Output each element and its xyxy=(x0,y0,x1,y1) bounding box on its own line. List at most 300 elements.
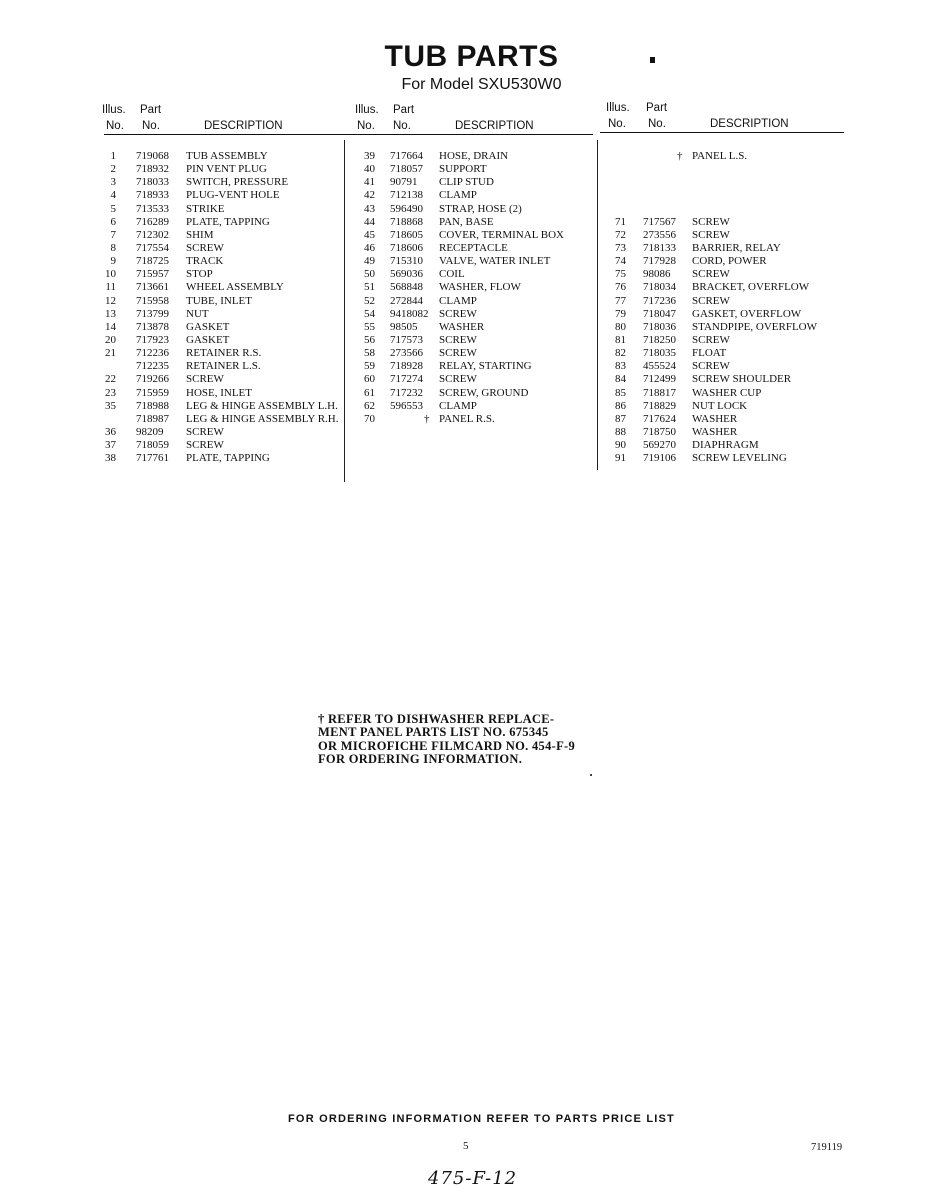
description-label: DESCRIPTION xyxy=(204,120,283,132)
part-row xyxy=(102,203,340,216)
illus-number: 45 xyxy=(364,228,375,241)
note-line: MENT PANEL PARTS LIST NO. 675345 xyxy=(318,725,549,740)
part-description: SCREW LEVELING xyxy=(692,452,787,465)
part-description: RECEPTACLE xyxy=(439,241,508,254)
part-description: WASHER CUP xyxy=(692,386,762,399)
illus-number: 49 xyxy=(364,255,375,268)
part-row xyxy=(355,203,593,216)
part-row xyxy=(355,308,593,321)
part-label: Part xyxy=(140,104,162,116)
part-number: 718932 xyxy=(136,163,169,176)
part-row xyxy=(102,189,340,202)
part-row xyxy=(102,452,340,465)
part-number: 713799 xyxy=(136,307,169,320)
page-number: 5 xyxy=(463,1140,469,1152)
part-row xyxy=(102,373,340,386)
part-number: 715958 xyxy=(136,294,169,307)
illus-number: 91 xyxy=(615,452,626,465)
part-description: CLAMP xyxy=(439,294,477,307)
part-description: RETAINER R.S. xyxy=(186,347,262,360)
part-number: 718988 xyxy=(136,399,169,412)
part-row xyxy=(102,216,340,229)
replacement-panel-note xyxy=(318,713,618,767)
description-label: DESCRIPTION xyxy=(455,120,534,132)
part-description: NUT LOCK xyxy=(692,399,748,412)
part-number: 717274 xyxy=(390,373,423,386)
part-number: 718605 xyxy=(390,228,423,241)
illus-number: 51 xyxy=(364,281,375,294)
part-description: SCREW xyxy=(186,439,224,452)
part-row xyxy=(606,242,844,255)
document-number: 719119 xyxy=(811,1142,843,1153)
part-number: 98505 xyxy=(390,320,418,333)
part-number: 715957 xyxy=(136,268,169,281)
part-row xyxy=(606,203,844,216)
part-row xyxy=(355,360,593,373)
part-number: 455524 xyxy=(643,360,676,373)
part-row xyxy=(102,439,340,452)
header-rule xyxy=(104,134,360,135)
column-header xyxy=(102,101,360,135)
parts-list-3 xyxy=(606,150,844,465)
part-row xyxy=(606,321,844,334)
part-row xyxy=(606,216,844,229)
illus-number: 1 xyxy=(110,150,116,162)
part-row xyxy=(102,400,340,413)
part-row xyxy=(355,189,593,202)
part-row xyxy=(355,347,593,360)
illus-number: 20 xyxy=(105,333,116,346)
parts-list-1 xyxy=(102,150,340,465)
part-number: 717664 xyxy=(390,150,423,162)
part-number: 273566 xyxy=(390,347,423,360)
part-description: SCREW, GROUND xyxy=(439,386,529,399)
part-row xyxy=(606,308,844,321)
part-number: 718033 xyxy=(136,176,169,189)
part-description: TRACK xyxy=(186,255,224,268)
illus-number: 62 xyxy=(364,399,375,412)
part-row xyxy=(606,413,844,426)
part-row xyxy=(355,176,593,189)
part-number: 713661 xyxy=(136,281,169,294)
part-row xyxy=(102,308,340,321)
part-row xyxy=(606,150,844,163)
illus-number: 50 xyxy=(364,268,375,281)
part-row xyxy=(355,295,593,308)
part-description: FLOAT xyxy=(692,347,727,360)
part-row xyxy=(606,295,844,308)
part-number: 717624 xyxy=(643,412,676,425)
part-label: Part xyxy=(646,102,668,114)
part-description: GASKET xyxy=(186,333,230,346)
parts-list-2 xyxy=(355,150,593,426)
part-description: CLAMP xyxy=(439,189,477,202)
part-number: 718059 xyxy=(136,439,169,452)
illus-number: 23 xyxy=(105,386,116,399)
column-divider xyxy=(344,140,345,482)
part-number: 596490 xyxy=(390,202,423,215)
part-description: BRACKET, OVERFLOW xyxy=(692,281,810,294)
part-description: WASHER xyxy=(692,425,738,438)
part-number: 717554 xyxy=(136,241,169,254)
part-number: 718034 xyxy=(643,281,676,294)
part-description: PANEL L.S. xyxy=(692,150,748,162)
illus-number: 87 xyxy=(615,412,626,425)
illus-number: 14 xyxy=(105,320,116,333)
part-number: 718047 xyxy=(643,307,676,320)
part-number: 719068 xyxy=(136,150,169,162)
part-number: 717573 xyxy=(390,333,423,346)
part-row xyxy=(355,242,593,255)
illus-number: 55 xyxy=(364,320,375,333)
part-row xyxy=(606,229,844,242)
part-no-label: No. xyxy=(648,118,666,130)
part-description: SWITCH, PRESSURE xyxy=(186,176,289,189)
part-description: VALVE, WATER INLET xyxy=(439,255,551,268)
part-row xyxy=(355,400,593,413)
ordering-footer: FOR ORDERING INFORMATION REFER TO PARTS PRICE LIST xyxy=(288,1113,675,1125)
illus-number: 61 xyxy=(364,386,375,399)
illus-number: 90 xyxy=(615,439,626,452)
column-header xyxy=(355,101,595,135)
part-row xyxy=(606,163,844,176)
illus-number: 39 xyxy=(364,150,375,162)
illus-number: 88 xyxy=(615,425,626,438)
part-number: † xyxy=(677,150,683,162)
part-row xyxy=(606,387,844,400)
illus-number: 13 xyxy=(105,307,116,320)
illus-number: 43 xyxy=(364,202,375,215)
part-number: 712235 xyxy=(136,360,169,373)
part-description: PLUG-VENT HOLE xyxy=(186,189,280,202)
part-number: 718868 xyxy=(390,215,423,228)
column-header xyxy=(606,101,844,135)
part-description: PANEL R.S. xyxy=(439,412,495,425)
illus-label: Illus. xyxy=(355,104,379,116)
part-number: 596553 xyxy=(390,399,423,412)
part-no-label: No. xyxy=(393,120,411,132)
part-description: PAN, BASE xyxy=(439,215,494,228)
part-description: STRAP, HOSE (2) xyxy=(439,202,522,215)
part-number: 715959 xyxy=(136,386,169,399)
part-description: GASKET xyxy=(186,320,230,333)
part-description: SCREW xyxy=(692,215,730,228)
part-row xyxy=(606,189,844,202)
part-number: † xyxy=(424,412,430,425)
illus-number: 54 xyxy=(364,307,375,320)
part-row xyxy=(355,413,593,426)
part-row xyxy=(102,413,340,426)
part-number: 713878 xyxy=(136,320,169,333)
part-row xyxy=(102,176,340,189)
part-description: RETAINER L.S. xyxy=(186,360,261,373)
part-row xyxy=(606,360,844,373)
part-row xyxy=(102,163,340,176)
illus-number: 75 xyxy=(615,268,626,281)
part-description: RELAY, STARTING xyxy=(439,360,532,373)
note-line: OR MICROFICHE FILMCARD NO. 454-F-9 xyxy=(318,738,576,753)
parts-column-3 xyxy=(606,101,844,465)
part-number: 718057 xyxy=(390,163,423,176)
part-row xyxy=(102,268,340,281)
part-row xyxy=(355,334,593,347)
illus-number: 42 xyxy=(364,189,375,202)
part-description: STANDPIPE, OVERFLOW xyxy=(692,320,818,333)
part-number: 90791 xyxy=(390,176,418,189)
part-number: 718817 xyxy=(643,386,676,399)
illus-number: 82 xyxy=(615,347,626,360)
part-row xyxy=(102,426,340,439)
part-number: 718606 xyxy=(390,241,423,254)
part-number: 719106 xyxy=(643,452,676,465)
part-row xyxy=(102,242,340,255)
part-row xyxy=(606,347,844,360)
description-label: DESCRIPTION xyxy=(710,118,789,130)
part-row xyxy=(606,400,844,413)
illus-number: 79 xyxy=(615,307,626,320)
illus-number: 74 xyxy=(615,255,626,268)
part-row xyxy=(355,216,593,229)
illus-number: 86 xyxy=(615,399,626,412)
illus-number: 60 xyxy=(364,373,375,386)
header-rule xyxy=(600,132,844,133)
illus-no-label: No. xyxy=(106,120,124,132)
part-row xyxy=(606,334,844,347)
illus-number: 83 xyxy=(615,360,626,373)
illus-number: 84 xyxy=(615,373,626,386)
part-number: 718987 xyxy=(136,412,169,425)
part-row xyxy=(606,373,844,386)
part-number: 718035 xyxy=(643,347,676,360)
part-description: SCREW xyxy=(692,333,730,346)
part-row xyxy=(355,281,593,294)
illus-number: 73 xyxy=(615,241,626,254)
illus-number: 21 xyxy=(105,347,116,360)
part-number: 273556 xyxy=(643,228,676,241)
illus-number: 9 xyxy=(110,255,116,268)
part-number: 717232 xyxy=(390,386,423,399)
part-description: SCREW xyxy=(186,241,224,254)
part-row xyxy=(355,163,593,176)
part-description: SHIM xyxy=(186,228,214,241)
part-row xyxy=(606,281,844,294)
part-description: SCREW SHOULDER xyxy=(692,373,792,386)
part-number: 712138 xyxy=(390,189,423,202)
part-number: 712302 xyxy=(136,228,169,241)
illus-number: 35 xyxy=(105,399,116,412)
part-description: STOP xyxy=(186,268,213,281)
part-row xyxy=(355,321,593,334)
part-row xyxy=(102,255,340,268)
part-row xyxy=(355,255,593,268)
part-number: 98086 xyxy=(643,268,671,281)
stray-dot xyxy=(650,57,655,63)
part-description: SCREW xyxy=(186,373,224,386)
part-row xyxy=(102,150,340,163)
illus-label: Illus. xyxy=(606,102,630,114)
note-line: † REFER TO DISHWASHER REPLACE- xyxy=(318,712,555,726)
part-description: SCREW xyxy=(692,360,730,373)
part-row xyxy=(355,373,593,386)
illus-number: 7 xyxy=(110,228,116,241)
column-divider xyxy=(597,140,598,470)
illus-number: 6 xyxy=(110,215,116,228)
part-number: 718829 xyxy=(643,399,676,412)
part-description: WHEEL ASSEMBLY xyxy=(186,281,284,294)
part-number: 717761 xyxy=(136,452,169,465)
note-line: FOR ORDERING INFORMATION. xyxy=(318,752,523,767)
part-description: PLATE, TAPPING xyxy=(186,215,270,228)
part-number: 718928 xyxy=(390,360,423,373)
illus-number: 81 xyxy=(615,333,626,346)
part-description: LEG & HINGE ASSEMBLY R.H. xyxy=(186,412,339,425)
part-number: 569036 xyxy=(390,268,423,281)
part-row xyxy=(355,150,593,163)
illus-number: 37 xyxy=(105,439,116,452)
illus-number: 38 xyxy=(105,452,116,465)
part-description: TUBE, INLET xyxy=(186,294,252,307)
part-description: NUT xyxy=(186,307,209,320)
part-description: DIAPHRAGM xyxy=(692,439,759,452)
illus-number: 59 xyxy=(364,360,375,373)
part-number: 719266 xyxy=(136,373,169,386)
part-row xyxy=(102,295,340,308)
part-description: SCREW xyxy=(439,307,477,320)
part-row xyxy=(606,439,844,452)
part-number: 712236 xyxy=(136,347,169,360)
speck xyxy=(590,774,592,776)
part-description: SCREW xyxy=(186,425,224,438)
part-description: CLAMP xyxy=(439,399,477,412)
illus-number: 41 xyxy=(364,176,375,189)
illus-number: 52 xyxy=(364,294,375,307)
part-description: CORD, POWER xyxy=(692,255,767,268)
part-row xyxy=(102,229,340,242)
illus-number: 2 xyxy=(110,163,116,176)
illus-number: 70 xyxy=(364,412,375,425)
part-description: WASHER xyxy=(692,412,738,425)
part-description: SCREW xyxy=(439,347,477,360)
part-number: 718750 xyxy=(643,425,676,438)
part-number: 718933 xyxy=(136,189,169,202)
part-row xyxy=(606,426,844,439)
part-no-label: No. xyxy=(142,120,160,132)
part-row xyxy=(606,268,844,281)
part-number: 569270 xyxy=(643,439,676,452)
part-row xyxy=(606,176,844,189)
part-row xyxy=(102,281,340,294)
part-row xyxy=(102,321,340,334)
illus-number: 77 xyxy=(615,294,626,307)
illus-number: 4 xyxy=(110,189,116,202)
part-description: SCREW xyxy=(692,228,730,241)
part-row xyxy=(102,334,340,347)
part-description: CLIP STUD xyxy=(439,176,494,189)
part-row xyxy=(355,387,593,400)
illus-number: 36 xyxy=(105,425,116,438)
part-number: 272844 xyxy=(390,294,423,307)
part-description: HOSE, INLET xyxy=(186,386,252,399)
illus-number: 40 xyxy=(364,163,375,176)
parts-column-2 xyxy=(355,101,595,425)
page-title: TUB PARTS xyxy=(384,40,559,73)
part-description: COVER, TERMINAL BOX xyxy=(439,228,564,241)
header-rule xyxy=(355,134,593,135)
part-row xyxy=(355,268,593,281)
part-description: SCREW xyxy=(439,373,477,386)
part-description: SCREW xyxy=(692,294,730,307)
part-row xyxy=(102,387,340,400)
illus-number: 71 xyxy=(615,215,626,228)
illus-number: 58 xyxy=(364,347,375,360)
illus-number: 22 xyxy=(105,373,116,386)
part-row xyxy=(102,347,340,360)
model-subtitle: For Model SXU530W0 xyxy=(401,76,562,93)
part-number: 717236 xyxy=(643,294,676,307)
part-description: TUB ASSEMBLY xyxy=(186,150,268,162)
part-description: BARRIER, RELAY xyxy=(692,241,781,254)
part-number: 717928 xyxy=(643,255,676,268)
illus-number: 85 xyxy=(615,386,626,399)
part-number: 98209 xyxy=(136,425,164,438)
part-description: WASHER xyxy=(439,320,485,333)
part-number: 715310 xyxy=(390,255,423,268)
part-description: PLATE, TAPPING xyxy=(186,452,270,465)
part-description: STRIKE xyxy=(186,202,225,215)
illus-number: 10 xyxy=(105,268,116,281)
part-description: SCREW xyxy=(692,268,730,281)
part-description: GASKET, OVERFLOW xyxy=(692,307,802,320)
illus-number: 3 xyxy=(110,176,116,189)
part-row xyxy=(606,255,844,268)
part-description: PIN VENT PLUG xyxy=(186,163,267,176)
illus-number: 80 xyxy=(615,320,626,333)
illus-number: 11 xyxy=(105,281,116,294)
illus-number: 56 xyxy=(364,333,375,346)
part-number: 718250 xyxy=(643,333,676,346)
part-row xyxy=(355,229,593,242)
part-number: 9418082 xyxy=(390,307,429,320)
illus-no-label: No. xyxy=(357,120,375,132)
illus-no-label: No. xyxy=(608,118,626,130)
illus-number: 72 xyxy=(615,228,626,241)
part-label: Part xyxy=(393,104,415,116)
illus-number: 8 xyxy=(110,241,116,254)
illus-number: 44 xyxy=(364,215,375,228)
part-description: WASHER, FLOW xyxy=(439,281,521,294)
illus-number: 46 xyxy=(364,241,375,254)
part-number: 718725 xyxy=(136,255,169,268)
illus-label: Illus. xyxy=(102,104,126,116)
parts-column-1 xyxy=(102,101,360,465)
part-number: 718036 xyxy=(643,320,676,333)
part-number: 717567 xyxy=(643,215,676,228)
part-number: 713533 xyxy=(136,202,169,215)
part-number: 717923 xyxy=(136,333,169,346)
illus-number: 5 xyxy=(110,202,116,215)
illus-number: 76 xyxy=(615,281,626,294)
part-description: HOSE, DRAIN xyxy=(439,150,509,162)
part-description: SCREW xyxy=(439,333,477,346)
handwritten-note: 475-F-12 xyxy=(428,1168,518,1189)
part-number: 568848 xyxy=(390,281,423,294)
part-row xyxy=(102,360,340,373)
part-description: SUPPORT xyxy=(439,163,487,176)
part-number: 716289 xyxy=(136,215,169,228)
part-number: 718133 xyxy=(643,241,676,254)
illus-number: 12 xyxy=(105,294,116,307)
part-description: COIL xyxy=(439,268,465,281)
